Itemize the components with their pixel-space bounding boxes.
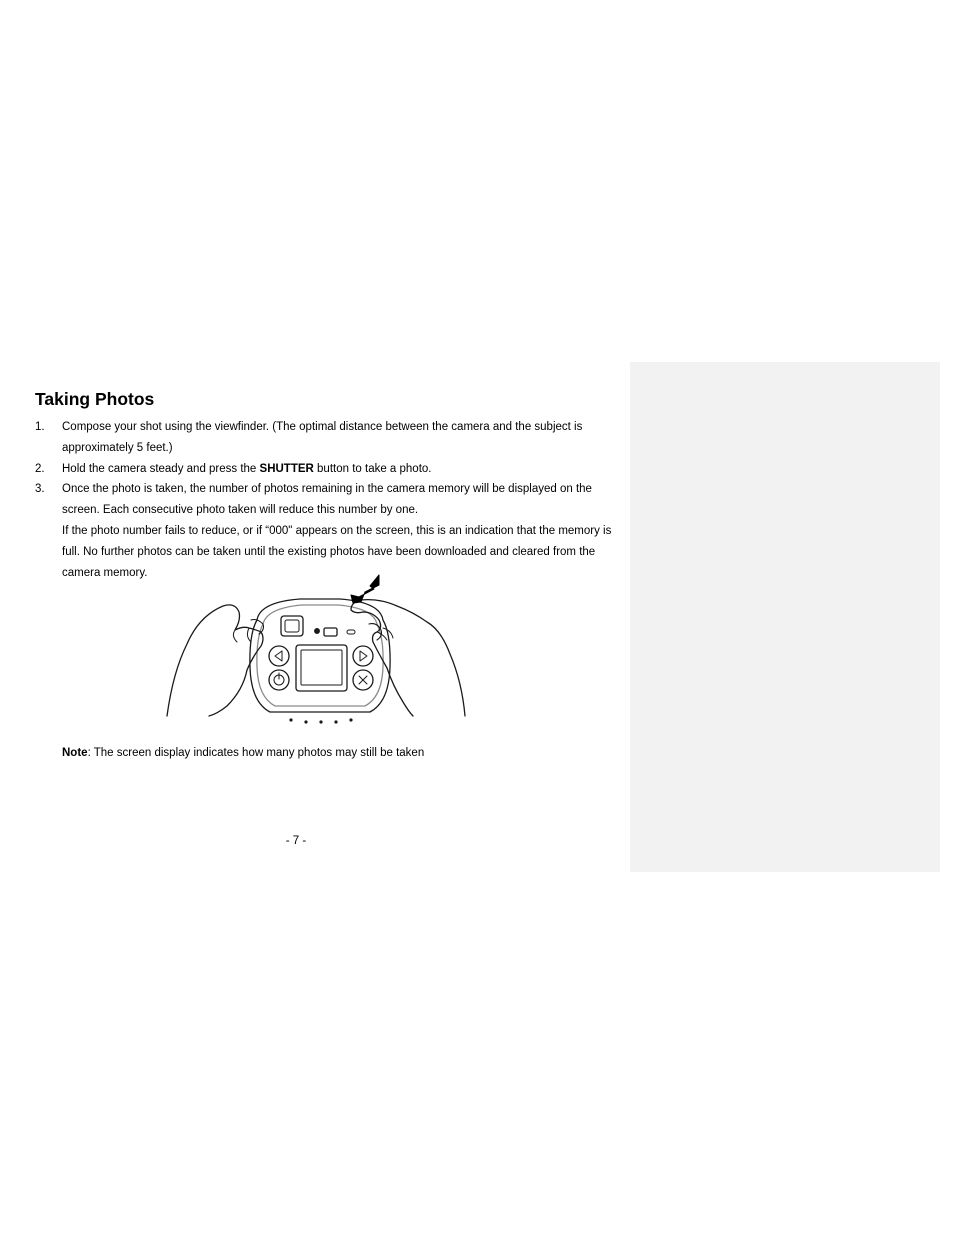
step-number: 3.: [35, 483, 45, 496]
step-text: Once the photo is taken, the number of photos remaining in the camera memory will be displayed on the screen. Each consecutive photo taken will reduce this number by one.: [62, 483, 592, 517]
right-hand: [351, 600, 465, 716]
page-number: - 7 -: [285, 835, 307, 847]
step-number: 2.: [35, 462, 45, 475]
note: [62, 744, 424, 762]
shutter-arrow-icon: [351, 575, 379, 603]
step-text-before: Hold the camera steady and press the: [62, 462, 260, 475]
list-item: [35, 479, 620, 583]
note-label: Note: [62, 747, 88, 759]
step-text-after: button to take a photo.: [313, 462, 432, 475]
step-number: 1.: [35, 421, 45, 433]
usb-port: [324, 628, 337, 636]
list-item: [35, 417, 620, 459]
note-text: : The screen display indicates how many photos may still be taken: [87, 747, 425, 759]
shutter-keyword: SHUTTER: [259, 462, 314, 475]
section-title: Taking Photos: [35, 389, 155, 409]
left-arrow-button: [269, 646, 289, 666]
comment-pane: [630, 362, 940, 872]
lcd-screen: [296, 645, 347, 691]
step-text: [62, 459, 620, 480]
viewfinder-window: [281, 616, 303, 636]
led-indicator: [315, 629, 320, 634]
right-arrow-button: [353, 646, 373, 666]
camera-hands-illustration: [165, 572, 470, 727]
left-hand: [167, 605, 263, 716]
camera-body: [250, 599, 390, 712]
step-text: Compose your shot using the viewfinder. (The optimal distance between the camera and the subject is approximately 5 feet.): [62, 421, 583, 454]
list-item: [35, 459, 620, 480]
steps-list: [35, 417, 620, 583]
step-text-continued: If the photo number fails to reduce, or if “000" appears on the screen, this is an indication that the memory is full. No further photos can be taken until the existing photos have been downloaded and cleared from the camera memory.: [62, 524, 612, 579]
